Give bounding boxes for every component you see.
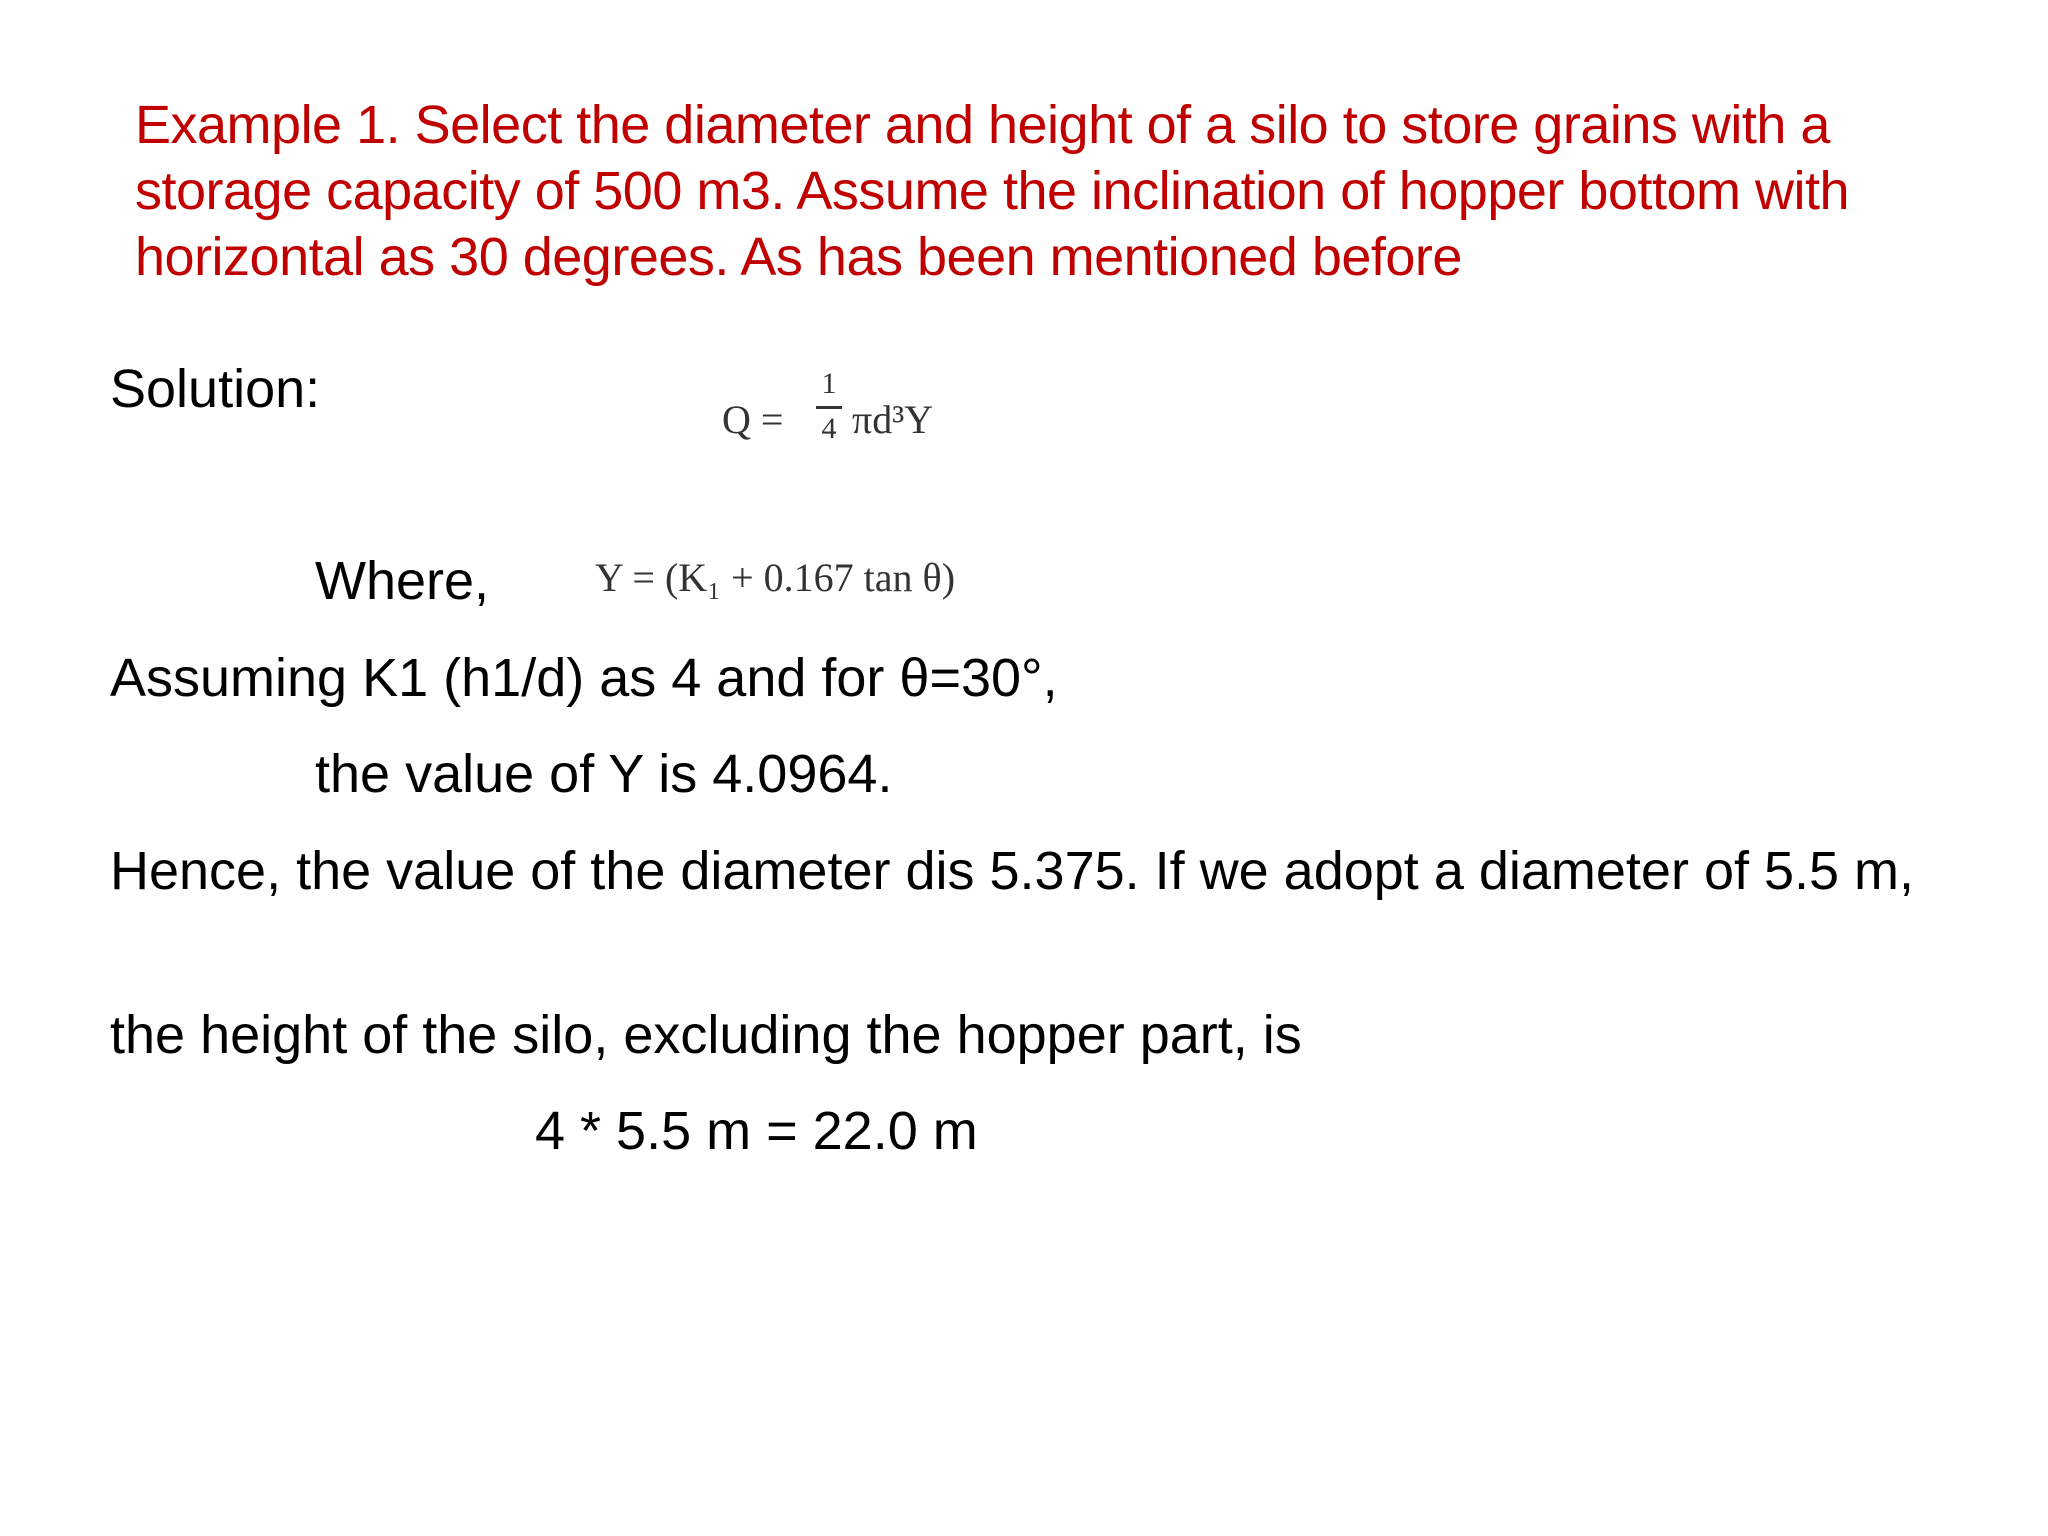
assuming-line: Assuming K1 (h1/d) as 4 and for θ=30°, (110, 648, 1058, 708)
height-line: the height of the silo, excluding the hopper part, is (110, 1005, 1302, 1065)
height-calculation: 4 * 5.5 m = 22.0 m (535, 1101, 978, 1161)
where-label: Where, (315, 551, 490, 611)
fraction-numerator: 1 (821, 367, 837, 400)
fraction-bar (816, 406, 842, 409)
fraction-denominator: 4 (821, 412, 837, 445)
y-value-line: the value of Y is 4.0964. (315, 744, 893, 804)
solution-label: Solution: (110, 359, 321, 419)
formula-y: Y = (K₁ + 0.167 tan θ) (595, 555, 956, 600)
hence-line: Hence, the value of the diameter dis 5.375. If we adopt a diameter of 5.5 m, (110, 841, 1915, 901)
formula-capacity-fraction (814, 368, 844, 447)
formula-capacity (722, 360, 982, 480)
formula-capacity-lhs: Q = (722, 397, 784, 442)
formula-capacity-rhs: πd³Y (852, 397, 934, 442)
slide-title: Example 1. Select the diameter and height of a silo to store grains with a storage capacity of 500 m3. Assume the inclination of hopper bottom with horizontal as 30 degrees. As has been mentioned before (135, 95, 1849, 287)
